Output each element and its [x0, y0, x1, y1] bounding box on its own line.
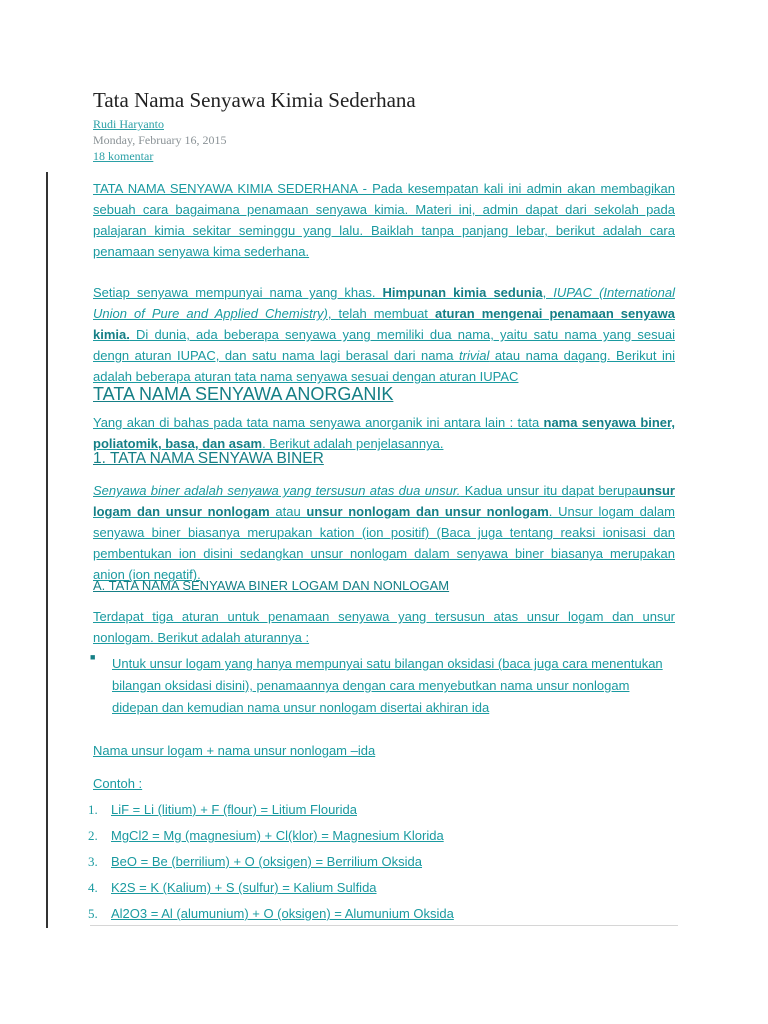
- section-a-intro: Terdapat tiga aturan untuk penamaan senyawa yang tersusun atas unsur logam dan unsur nonlogam. Berikut adalah aturannya :: [93, 609, 675, 645]
- left-margin-rule: [46, 172, 48, 928]
- post-date: Monday, February 16, 2015: [93, 133, 227, 147]
- bullet-square-icon: ■: [90, 652, 96, 662]
- comments-link[interactable]: 18 komentar: [93, 149, 154, 163]
- iupac-italic-name: IUPAC (International Union of Pure and Applied Chemistry): [93, 285, 675, 321]
- iupac-paragraph: [93, 282, 675, 387]
- intro-paragraph: [93, 178, 675, 262]
- iupac-text-c: ,: [542, 285, 554, 300]
- example-number: 5.: [88, 906, 98, 921]
- heading-section-a: A. TATA NAMA SENYAWA BINER LOGAM DAN NONLOGAM: [93, 578, 450, 593]
- biner-bold-c: unsur logam dan unsur nonlogam: [93, 483, 675, 519]
- iupac-text-i: atau nama dagang. Berikut ini adalah beberapa aturan tata nama senyawa sesuai dengan aturan IUPAC: [93, 348, 675, 384]
- anorganik-paragraph: [93, 412, 675, 454]
- example-item: [88, 854, 422, 870]
- iupac-text-g: Di dunia, ada beberapa senyawa yang memiliki dua nama, yaitu satu nama yang sesuai dengn aturan IUPAC, dan satu nama lagi berasal dari nama: [93, 327, 675, 363]
- intro-lead-link[interactable]: TATA NAMA SENYAWA KIMIA SEDERHANA: [93, 181, 358, 196]
- author-link[interactable]: Rudi Haryanto: [93, 117, 164, 131]
- biner-text-b: Kadua unsur itu dapat berupa: [460, 483, 639, 498]
- example-item: [88, 906, 454, 922]
- iupac-bold-f: aturan mengenai penamaan senyawa kimia.: [93, 306, 675, 342]
- intro-lead-text: - Pada kesempatan kali ini admin akan membagikan sebuah cara bagaimana penamaan senyawa kimia. Materi ini, admin dapat dari sekolah pada palajaran kimia sekitar seminggu yang lalu. Baiklah tanpa panjang lebar, berikut adalah cara penamaan senyawa kima sederhana.: [93, 181, 675, 259]
- bullet-item: Untuk unsur logam yang hanya mempunyai satu bilangan oksidasi (baca juga cara menentukan bilangan oksidasi disini), penamaannya dengan cara menyebutkan nama unsur nonlogam didepan dan kemudian nama unsur nonlogam disertai akhiran ida: [112, 656, 663, 715]
- example-text: K2S = K (Kalium) + S (sulfur) = Kalium Sulfida: [111, 880, 377, 895]
- example-number: 2.: [88, 828, 98, 843]
- biner-bold-e: unsur nonlogam dan unsur nonlogam: [306, 504, 549, 519]
- biner-text-d: atau: [269, 504, 307, 519]
- biner-text-f: . Unsur logam dalam senyawa biner biasanya merupakan kation (ion positif) (Baca juga tentang reaksi ionisasi dan pembentukan ion disini sedangkan unsur nonlogam dalam senyawa biner biasanya merupakan anion (ion negatif).: [93, 504, 675, 582]
- page-title: Tata Nama Senyawa Kimia Sederhana: [93, 88, 416, 112]
- naming-formula: Nama unsur logam + nama unsur nonlogam –ida: [93, 743, 376, 758]
- example-number: 4.: [88, 880, 98, 895]
- heading-biner: 1. TATA NAMA SENYAWA BINER: [93, 450, 324, 467]
- example-number: 1.: [88, 802, 98, 817]
- anorganik-text-c: . Berikut adalah penjelasannya.: [262, 436, 444, 451]
- biner-italic: Senyawa biner adalah senyawa yang tersusun atas dua unsur.: [93, 483, 461, 498]
- bottom-divider: [90, 925, 678, 926]
- example-text: Al2O3 = Al (alumunium) + O (oksigen) = Alumunium Oksida: [111, 906, 454, 921]
- iupac-text-e: , telah membuat: [327, 306, 435, 321]
- iupac-italic-trivial: trivial: [459, 348, 490, 363]
- heading-anorganik: TATA NAMA SENYAWA ANORGANIK: [93, 384, 394, 404]
- anorganik-bold: nama senyawa biner, poliatomik, basa, dan asam: [93, 415, 675, 451]
- anorganik-text-a: Yang akan di bahas pada tata nama senyawa anorganik ini antara lain : tata: [93, 415, 544, 430]
- biner-paragraph: [93, 480, 675, 585]
- example-text: BeO = Be (berrilium) + O (oksigen) = Berrilium Oksida: [111, 854, 423, 869]
- iupac-bold-a: Himpunan kimia sedunia: [382, 285, 543, 300]
- examples-label: Contoh :: [93, 776, 143, 791]
- example-text: MgCl2 = Mg (magnesium) + Cl(klor) = Magnesium Klorida: [111, 828, 444, 843]
- iupac-text-a: Setiap senyawa mempunyai nama yang khas.: [93, 285, 383, 300]
- example-item: [88, 828, 444, 844]
- example-item: [88, 802, 357, 818]
- example-item: [88, 880, 377, 896]
- example-text: LiF = Li (litium) + F (flour) = Litium Flourida: [111, 802, 357, 817]
- example-number: 3.: [88, 854, 98, 869]
